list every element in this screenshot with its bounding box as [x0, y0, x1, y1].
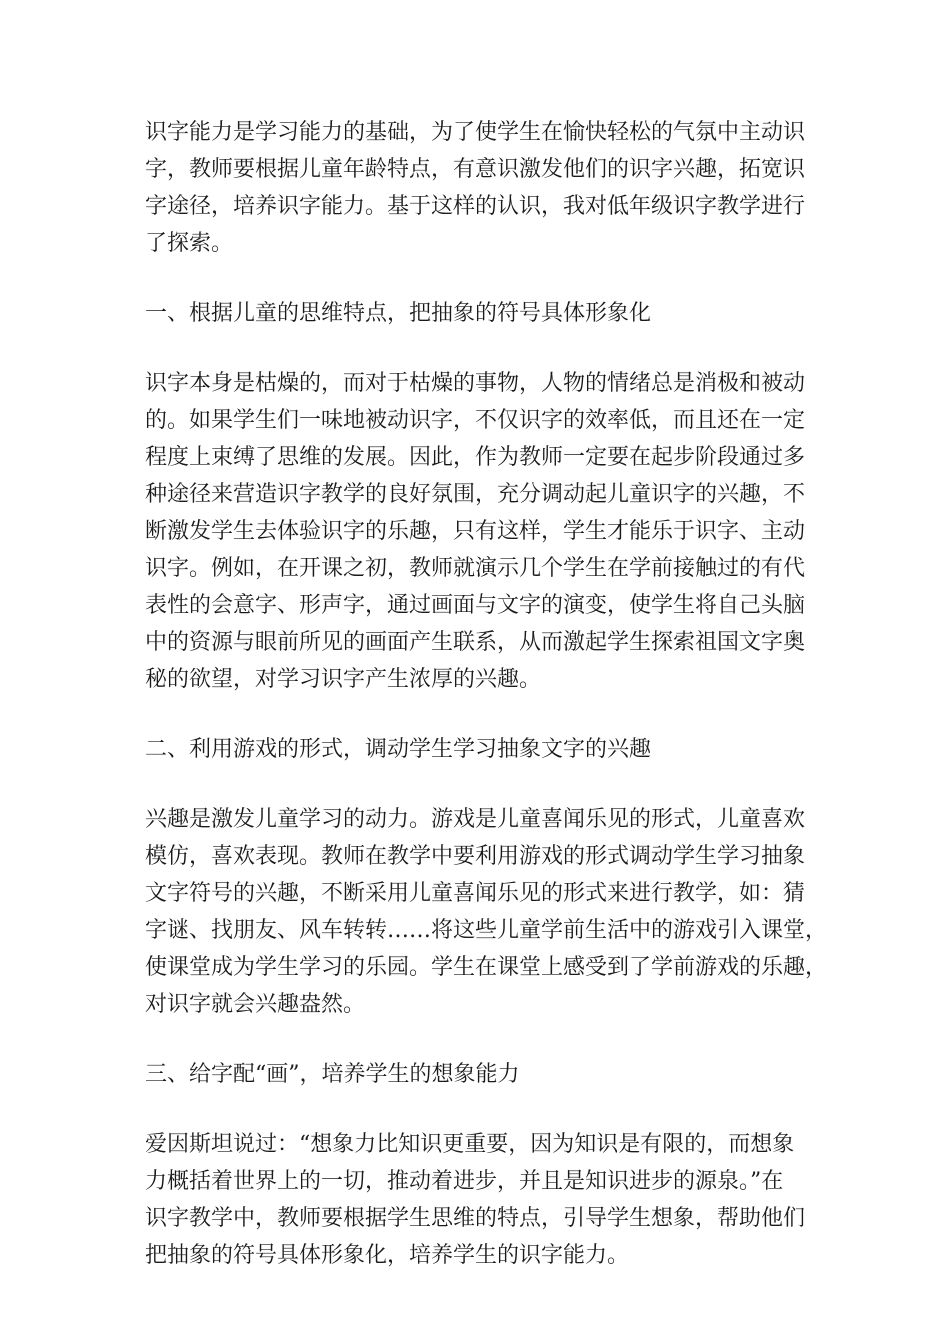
- text-line: 秘的欲望，对学习识字产生浓厚的兴趣。: [145, 667, 542, 692]
- text-line: 使课堂成为学生学习的乐园。学生在课堂上感受到了学前游戏的乐趣，: [145, 955, 828, 980]
- text-line: 字，教师要根据儿童年龄特点，有意识激发他们的识字兴趣，拓宽识: [145, 157, 806, 182]
- text-line: 识字本身是枯燥的，而对于枯燥的事物，人物的情绪总是消极和被动: [145, 371, 806, 396]
- heading-text: 二、利用游戏的形式，调动学生学习抽象文字的兴趣: [145, 737, 652, 762]
- text-line: 表性的会意字、形声字，通过画面与文字的演变，使学生将自己头脑: [145, 593, 806, 618]
- text-line: 文字符号的兴趣，不断采用儿童喜闻乐见的形式来进行教学，如：猜: [145, 881, 806, 906]
- text-line: 程度上束缚了思维的发展。因此，作为教师一定要在起步阶段通过多: [145, 445, 806, 470]
- section-1-paragraph: [145, 365, 810, 698]
- document-page: [145, 114, 828, 1307]
- text-line: 中的资源与眼前所见的画面产生联系，从而激起学生探索祖国文字奥: [145, 630, 806, 655]
- text-line: 对识字就会兴趣盎然。: [145, 992, 366, 1017]
- text-line: 字谜、找朋友、风车转转……将这些儿童学前生活中的游戏引入课堂，: [145, 918, 828, 943]
- text-line: 模仿，喜欢表现。教师在教学中要利用游戏的形式调动学生学习抽象: [145, 844, 806, 869]
- heading-text: 三、给字配“画”，培养学生的想象能力: [145, 1062, 520, 1087]
- text-line: 识字。例如，在开课之初，教师就演示几个学生在学前接触过的有代: [145, 556, 806, 581]
- section-3-paragraph: [145, 1126, 810, 1274]
- text-line: 的。如果学生们一味地被动识字，不仅识字的效率低，而且还在一定: [145, 408, 806, 433]
- text-line: 字途径，培养识字能力。基于这样的认识，我对低年级识字教学进行: [145, 194, 806, 219]
- text-line: 兴趣是激发儿童学习的动力。游戏是儿童喜闻乐见的形式，儿童喜欢: [145, 807, 806, 832]
- section-2-paragraph: [145, 801, 828, 1023]
- text-line: 把抽象的符号具体形象化，培养学生的识字能力。: [145, 1243, 630, 1268]
- text-line: 了探索。: [145, 231, 234, 256]
- section-heading-3: [145, 1056, 810, 1093]
- text-line: 识字能力是学习能力的基础，为了使学生在愉快轻松的气氛中主动识: [145, 120, 806, 145]
- section-heading-2: [145, 731, 810, 768]
- text-line: 识字教学中，教师要根据学生思维的特点，引导学生想象，帮助他们: [145, 1206, 806, 1231]
- text-line: 爱因斯坦说过：“想象力比知识更重要，因为知识是有限的，而想象: [145, 1132, 795, 1157]
- text-line: 种途径来营造识字教学的良好氛围，充分调动起儿童识字的兴趣，不: [145, 482, 806, 507]
- intro-paragraph: [145, 114, 810, 262]
- text-line: 断激发学生去体验识字的乐趣，只有这样，学生才能乐于识字、主动: [145, 519, 806, 544]
- text-line: 力概括着世界上的一切，推动着进步，并且是知识进步的源泉。”在: [145, 1169, 784, 1194]
- section-heading-1: [145, 295, 810, 332]
- heading-text: 一、根据儿童的思维特点，把抽象的符号具体形象化: [145, 301, 652, 326]
